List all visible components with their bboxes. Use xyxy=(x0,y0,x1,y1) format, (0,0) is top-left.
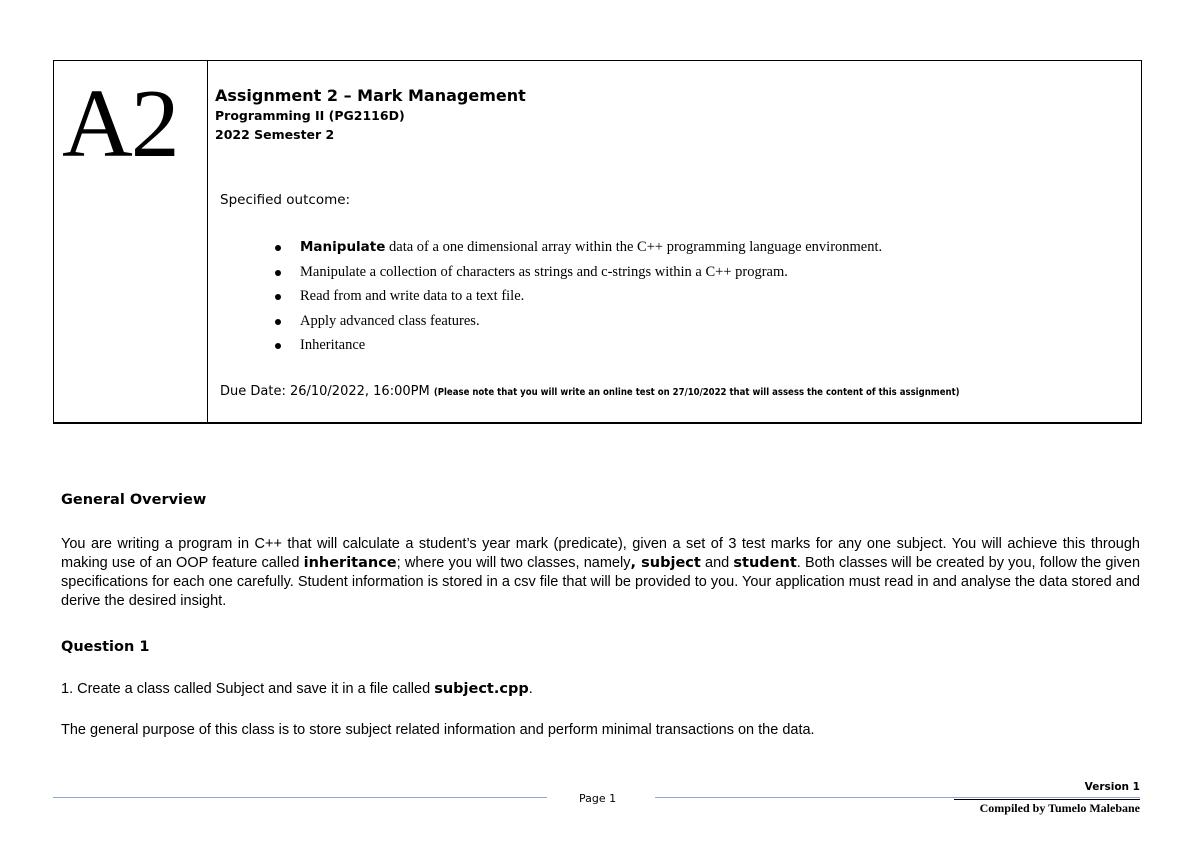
assignment-title: Assignment 2 – Mark Management xyxy=(215,86,526,105)
outcome-item-strong: Manipulate xyxy=(300,239,386,255)
overview-text: ; where you will two classes, namely xyxy=(396,555,631,571)
outcome-item-text: Manipulate a collection of characters as strings and c-strings within a C++ program. xyxy=(300,263,788,280)
class-purpose-text: The general purpose of this class is to store subject related information and perform minimal transactions on the data. xyxy=(61,722,815,738)
keyword-subject: subject xyxy=(641,555,701,571)
due-date-label: Due Date: 26/10/2022, 16:00PM xyxy=(220,384,430,399)
footer-line-left xyxy=(53,797,547,798)
outcome-item-text: Apply advanced class features. xyxy=(300,312,480,329)
outcome-item-text: Inheritance xyxy=(300,337,366,353)
outcome-item-text: Read from and write data to a text file. xyxy=(300,288,525,304)
overview-text: You are writing a program in C++ that will calculate a student’s year mark (predicate), given a set of 3 test marks for any one subject. You will achieve this through making use of an OOP feature called xyxy=(61,536,1140,571)
course-name: Programming II (PG2116D) xyxy=(215,108,405,123)
keyword-student: student xyxy=(733,555,797,571)
general-overview-heading: General Overview xyxy=(61,492,207,508)
question-1-heading: Question 1 xyxy=(61,639,150,655)
question-1-item-end: . xyxy=(528,681,533,697)
header-titles xyxy=(215,85,1133,144)
outcome-item xyxy=(272,235,882,260)
compiled-by-rule xyxy=(954,799,1140,800)
version-label: Version 1 xyxy=(1084,781,1140,793)
overview-text: and xyxy=(700,555,734,571)
outcome-list xyxy=(272,235,882,358)
filename-subject-cpp: subject.cpp xyxy=(434,681,529,697)
outcome-label: Specified outcome: xyxy=(220,192,351,208)
assignment-badge: A2 xyxy=(62,70,178,178)
due-date-note: (Please note that you will write an online test on 27/10/2022 that will assess the content of this assignment) xyxy=(433,387,960,398)
footer-line-right xyxy=(655,797,1140,798)
question-1-item xyxy=(61,680,1140,699)
outcome-item-text: data of a one dimensional array within the C++ programming language environment. xyxy=(385,239,883,255)
overview-bold-comma: , xyxy=(630,555,642,571)
outcome-item xyxy=(272,333,882,358)
due-date xyxy=(220,384,960,399)
semester-label: 2022 Semester 2 xyxy=(215,127,335,142)
general-overview-paragraph xyxy=(61,535,1140,611)
outcome-item xyxy=(272,260,882,285)
assignment-header-box xyxy=(53,60,1142,424)
outcome-item xyxy=(272,309,882,334)
outcome-item xyxy=(272,284,882,309)
header-divider xyxy=(207,61,208,422)
page-number: Page 1 xyxy=(579,792,617,805)
overview-text: . Both classes will be created by you, follow the given specifications for each one carefully. Student information is stored in a csv file that will be provided to you. Your application must read in and analyse the data stored and derive the desired insight. xyxy=(61,555,1141,609)
compiled-by: Compiled by Tumelo Malebane xyxy=(979,801,1140,815)
keyword-inheritance: inheritance xyxy=(303,555,397,571)
question-1-item-text: 1. Create a class called Subject and save it in a file called xyxy=(61,681,435,697)
